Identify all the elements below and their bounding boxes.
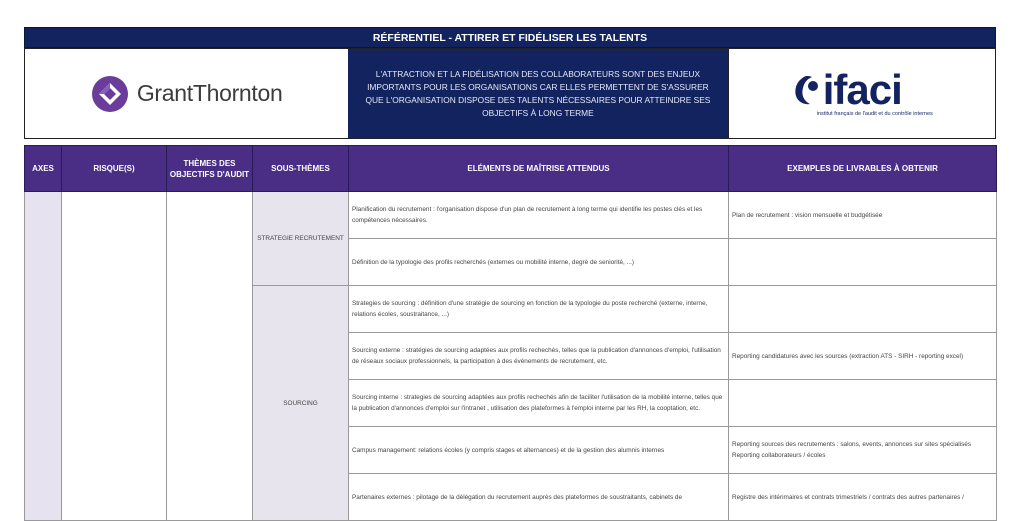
header-banner (24, 48, 996, 139)
element-cell: Définition de la typologie des profils recherchés (externes ou mobilité interne, degré de seniorité, ...) (349, 239, 729, 286)
ifaci-wordmark: ifaci (822, 66, 902, 113)
grant-thornton-logo (91, 75, 283, 113)
table-header-row (25, 146, 997, 192)
intro-text: L'ATTRACTION ET LA FIDÉLISATION DES COLLABORATEURS SONT DES ENJEUX IMPORTANTS POUR LES ORGANISATIONS CAR ELLES PERMETTENT DE S'ASSURER QUE L'ORGANISATION DISPOSE DES TALENTS NÉCESSAIRES POUR ATTEINDRE SES OBJECTIFS À LONG TERME (348, 49, 727, 138)
risques-cell (62, 192, 167, 521)
livrable-cell (729, 286, 997, 333)
referentiel-table (24, 145, 997, 521)
element-cell: Planification du recrutement : l'organisation dispose d'un plan de recrutement à long terme qui identifie les postes clés et les compétences nécessaires. (349, 192, 729, 239)
themes-cell (167, 192, 253, 521)
livrable-cell (729, 239, 997, 286)
ifaci-logo (791, 66, 933, 117)
ifaci-mark-icon (791, 74, 821, 106)
axes-cell (25, 192, 62, 521)
ifaci-tagline: institut français de l'audit et du contrôle internes (816, 111, 933, 117)
header-axes: AXES (25, 146, 62, 192)
element-cell: Partenaires externes : pilotage de la délégation du recrutement auprès des plateformes de soustraitants, cabinets de (349, 474, 729, 521)
livrable-cell: Reporting candidatures avec les sources (extraction ATS - SIRH - reporting excel) (729, 333, 997, 380)
grant-thornton-wordmark: GrantThornton (136, 80, 283, 106)
header-elements: ELÉMENTS DE MAÎTRISE ATTENDUS (349, 146, 729, 192)
livrable-cell: Plan de recrutement : vision mensuelle et budgétisée (729, 192, 997, 239)
header-risques: RISQUE(S) (62, 146, 167, 192)
element-cell: Campus management: relations écoles (y compris stages et alternances) et de la gestion des alumnis internes (349, 427, 729, 474)
livrable-cell: Reporting sources des recrutements : salons, events, annonces sur sites spécialisés Reporting collaborateurs / écoles (729, 427, 997, 474)
page-title: RÉFÉRENTIEL - ATTIRER ET FIDÉLISER LES TALENTS (24, 27, 996, 48)
sous-theme-strategie-recrutement: STRATEGIE RECRUTEMENT (253, 192, 349, 286)
ifaci-logo-cell (728, 49, 995, 138)
header-sous-themes: SOUS-THÈMES (253, 146, 349, 192)
header-themes: THÈMES DES OBJECTIFS D'AUDIT (167, 146, 253, 192)
sous-theme-sourcing: SOURCING (253, 286, 349, 521)
grant-thornton-mark-icon (91, 75, 129, 113)
table-row (25, 192, 997, 239)
livrable-cell: Registre des intérimaires et contrats trimestriels / contrats des autres partenaires / (729, 474, 997, 521)
element-cell: Sourcing interne : strategies de sourcing adaptées aux profils rechechés afin de faciliter l'utilisation de la mobilité interne, telles que la publication d'annonces d'emploi sur l'intranet , utilisation des plateformes à l'emploi interne par les RH, la cooptation, etc. (349, 380, 729, 427)
header-livrables: EXEMPLES DE LIVRABLES À OBTENIR (729, 146, 997, 192)
grant-thornton-logo-cell (25, 49, 348, 138)
livrable-cell (729, 380, 997, 427)
element-cell: Strategies de sourcing : définition d'une stratégie de sourcing en fonction de la typologie du poste recherché (externe, interne, relations écoles, soustraitance, ...) (349, 286, 729, 333)
element-cell: Sourcing externe : stratégies de sourcing adaptées aux profils rechechés, telles que la publication d'annonces d'emploi, l'utilisation de réseaux sociaux professionnels, la participation à des événements de recrutement, etc. (349, 333, 729, 380)
